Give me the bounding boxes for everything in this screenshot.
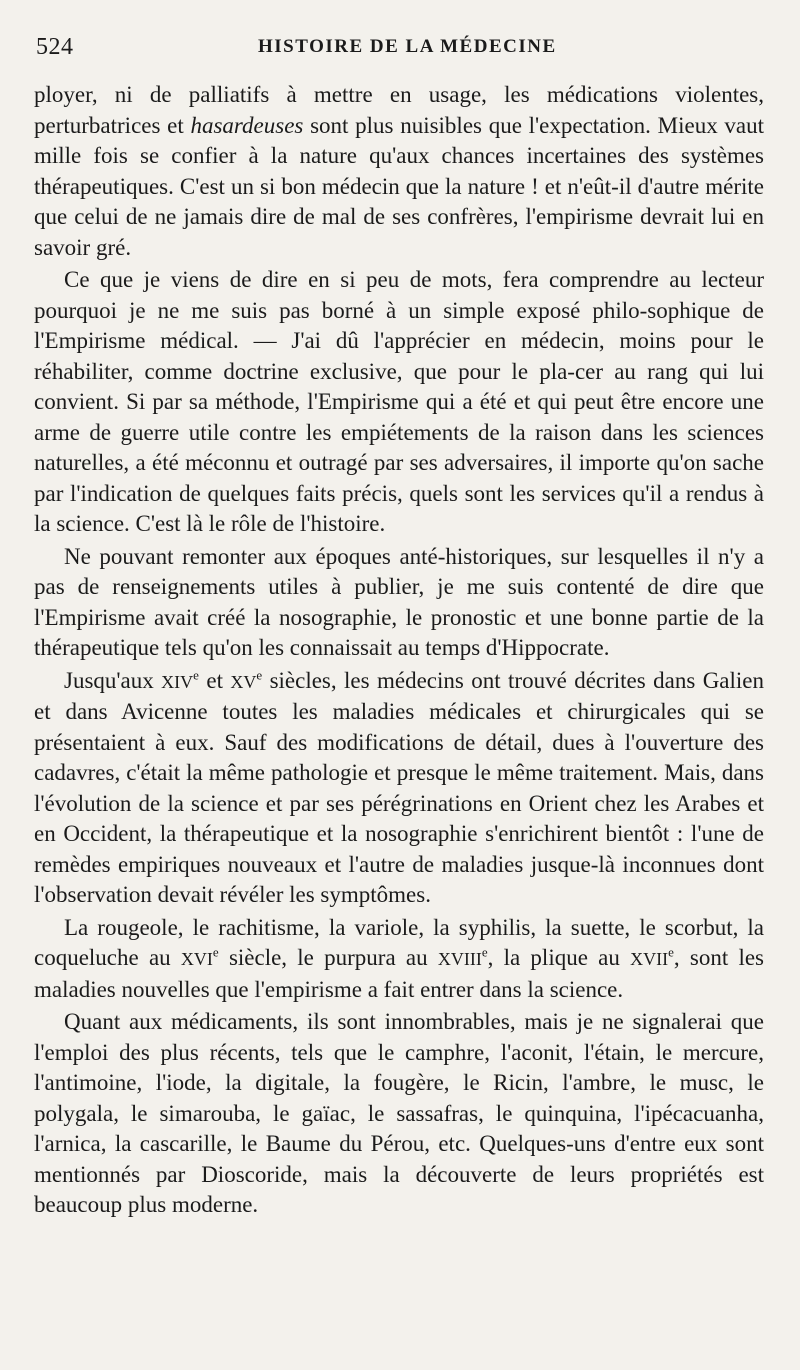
paragraph-1-text-a: ployer, ni de palliatifs à mettre en usage, les médications violentes, perturbatrices et — [34, 82, 764, 138]
century-xv: XV — [230, 671, 257, 692]
century-xvii-suffix: e — [668, 944, 674, 960]
page-number: 524 — [36, 34, 74, 60]
paragraph-5-text-d: , sont les maladies nouvelles que l'empirisme a fait entrer dans la science. — [34, 945, 765, 1002]
paragraph-4-text-a: Jusqu'aux — [64, 667, 162, 693]
page-header — [36, 30, 764, 64]
paragraph-2: Ce que je viens de dire en si peu de mots, fera comprendre au lecteur pourquoi je ne me suis pas borné à un simple exposé philo-sophique de l'Empirisme médical. — J'ai dû l'apprécier en médecin, moins pour le réhabiliter, comme doctrine exclusive, que pour le pla-cer au rang qui lui convient. Si par sa méthode, l'Empirisme qui a été et qui peut être encore une arme de guerre utile contre les empiétements de la raison dans les sciences naturelles, a été méconnu et outragé par ses adversaires, il importe qu'on sache par l'indication de quelques faits précis, quels sont les services qu'il a rendus à la science. C'est là le rôle de l'histoire. — [34, 267, 764, 536]
paragraph-1 — [34, 80, 764, 263]
paragraph-5-text-b: siècle, le purpura au — [218, 945, 438, 970]
century-xiv-suffix: e — [193, 666, 199, 682]
paragraph-6: Quant aux médicaments, ils sont innombrables, mais je ne signalerai que l'emploi des plus récents, tels que le camphre, l'aconit, l'étain, le mercure, l'antimoine, l'iode, la digitale, la fougère, le Ricin, l'ambre, le musc, le polygala, le simarouba, le gaïac, le sassafras, le quinquina, l'ipécacuanha, l'arnica, la cascarille, le Baume du Pérou, etc. Quelques-uns d'entre eux sont mentionnés par Dioscoride, mais la découverte de leurs propriétés est beaucoup plus moderne. — [34, 1009, 764, 1217]
paragraph-4-text-c: siècles, les médecins ont trouvé décrites dans Galien et dans Avicenne toutes les maladies médicales et chirurgicales qui se présentaient à eux. Sauf des modifications de détail, dues à l'ouverture des cadavres, c'était la même pathologie et presque le même traitement. Mais, dans l'évolution de la science et par ses pérégrinations en Orient chez les Arabes et en Occident, la thérapeutique et la nosographie s'enrichirent bientôt : l'une de remèdes empiriques nouveaux et l'autre de maladies jusque-là inconnues dont l'observation devait révéler les symptômes. — [34, 667, 764, 907]
paragraph-1-italic: hasardeuses — [190, 112, 304, 138]
running-head: HISTOIRE DE LA MÉDECINE — [258, 36, 557, 57]
paragraph-5-text-c: , la plique au — [487, 945, 631, 970]
paragraph-3: Ne pouvant remonter aux époques anté-historiques, sur lesquelles il n'y a pas de renseignements utiles à publier, je me suis contenté de dire que l'Empirisme avait créé la nosographie, le pronostic et une bonne partie de la thérapeutique tels qu'on les connaissait au temps d'Hippocrate. — [34, 543, 764, 660]
body-text — [34, 80, 764, 1223]
paragraph-5-text-a: La rougeole, le rachitisme, la variole, la syphilis, la suette, le scorbut, la coqueluche au — [34, 914, 764, 970]
century-xvii: XVII — [630, 949, 669, 969]
paragraph-4-text-b: et — [198, 667, 231, 693]
paragraph-1-text-b: sont plus nuisibles que l'expectation. Mieux vaut mille fois se confier à la nature qu'aux chances incertaines des systèmes thérapeutiques. C'est un si bon médecin que la nature ! et n'eût-il d'autre mérite que celui de ne jamais dire de mal de ses confrères, l'empirisme devrait lui en savoir gré. — [34, 112, 765, 260]
century-xv-suffix: e — [256, 666, 263, 682]
century-xviii: XVIII — [437, 949, 482, 969]
century-xiv: XIV — [161, 671, 194, 692]
paragraph-5 — [34, 913, 764, 1006]
paragraph-4 — [34, 666, 764, 911]
century-xviii-suffix: e — [481, 944, 488, 960]
century-xvi: XVI — [180, 949, 213, 969]
century-xvi-suffix: e — [212, 944, 219, 960]
